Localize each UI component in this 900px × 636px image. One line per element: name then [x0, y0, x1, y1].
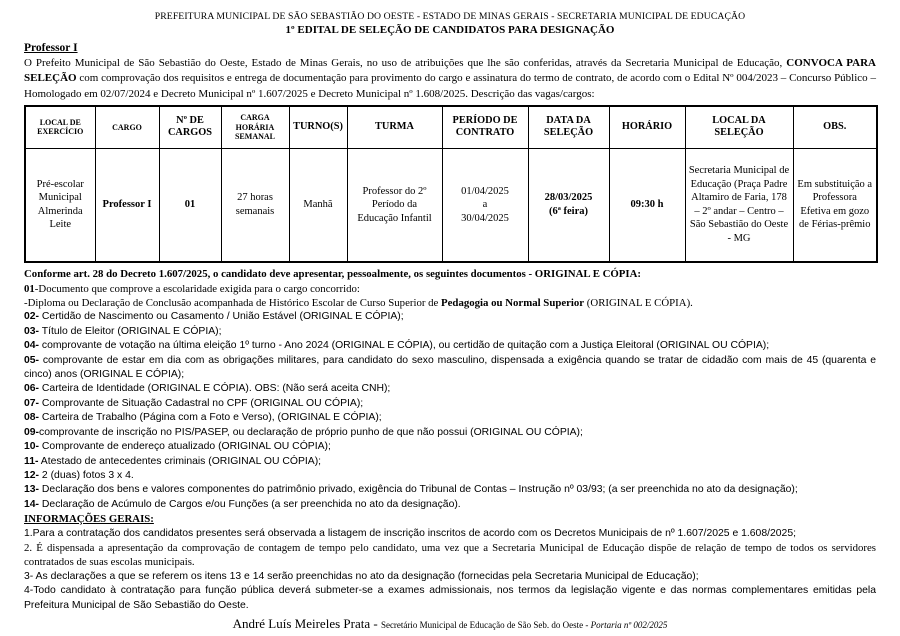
table-header-row: [25, 106, 877, 148]
col-header-periodo-contrato: PERÍODO DE CONTRATO: [442, 106, 528, 148]
general-info-section: [24, 512, 876, 613]
doc-item: [24, 440, 876, 454]
doc-item-text: Título de Eleitor (ORIGINAL E CÓPIA);: [39, 325, 222, 337]
col-header-cargo: CARGO: [95, 106, 159, 148]
doc-item-text: -Diploma ou Declaração de Conclusão acompanhada de Histórico Escolar de Curso Superior de: [24, 297, 442, 310]
doc-item-number: 12-: [24, 469, 40, 481]
cell-carga-horaria: 27 horas semanais: [221, 148, 289, 262]
doc-item-text: Carteira de Identidade (ORIGINAL E CÓPIA). OBS: (Não será aceita CNH);: [39, 383, 391, 395]
section-heading-professor: Professor I: [24, 42, 78, 54]
doc-item-text: comprovante de votação na última eleição 1º turno - Ano 2024 (ORIGINAL E CÓPIA), ou certidão de quitação com a Justiça Eleitoral (ORIGINAL OU CÓPIA);: [39, 340, 770, 352]
documents-section: [24, 267, 876, 512]
documents-intro: Conforme art. 28 do Decreto 1.607/2025, o candidato deve apresentar, pessoalmente, os seguintes documentos - ORIGINAL E CÓPIA:: [24, 268, 641, 281]
cell-turnos: Manhã: [289, 148, 347, 262]
cell-data-selecao: [528, 148, 609, 262]
doc-item-bold-text: Pedagogia ou Normal Superior: [441, 297, 585, 310]
documents-list: [24, 310, 876, 512]
intro-text-convoca: CONVOCA PARA SELEÇÃO: [24, 57, 876, 85]
cell-cargo: Professor I: [95, 148, 159, 262]
doc-item-number: 04-: [24, 340, 40, 352]
doc-item-number: 11-: [24, 455, 39, 467]
intro-paragraph: [24, 56, 876, 102]
cell-periodo-contrato: [442, 148, 528, 262]
doc-item: [24, 310, 876, 324]
intro-text-post: com comprovação dos requisitos e entrega de documentação para provimento do cargo e assinatura do termo de contrato, de acordo com o Edital Nº 004/2023 – Concurso Público – Homologado em 02/07/2024 e Decreto Municipal nº 1.607/2025 e Decreto Municipal nº 1.608/2025. Descrição das vagas/cargos:: [24, 72, 876, 100]
doc-item-number: 02-: [24, 311, 40, 323]
periodo-line: 30/04/2025: [461, 212, 509, 224]
doc-item: [24, 426, 876, 440]
doc-item-number: 10-: [24, 441, 40, 453]
col-header-obs: OBS.: [793, 106, 877, 148]
signature-footer: [24, 615, 876, 633]
doc-item-number: 05-: [24, 354, 40, 366]
general-info-heading: INFORMAÇÕES GERAIS:: [24, 513, 154, 526]
doc-item-text: (ORIGINAL E CÓPIA).: [584, 297, 693, 310]
col-header-carga-horaria: CARGA HORÁRIA SEMANAL: [221, 106, 289, 148]
col-header-local-selecao: LOCAL DA SELEÇÃO: [685, 106, 793, 148]
doc-item: [24, 339, 876, 353]
doc-item: [24, 498, 876, 512]
intro-text-pre: O Prefeito Municipal de São Sebastião do Oeste, Estado de Minas Gerais, no uso de atribuições que lhe são conferidas, através da Secretaria Municipal de Educação,: [24, 57, 787, 69]
doc-item-number: 06-: [24, 383, 40, 395]
doc-item-text: 2 (duas) fotos 3 x 4.: [39, 469, 134, 481]
table-row: [25, 148, 877, 262]
info-item-3: 3- As declarações a que se referem os itens 13 e 14 serão preenchidas no ato da designação (fornecidas pela Secretaria Municipal de Educação);: [24, 570, 699, 582]
col-header-horario: HORÁRIO: [609, 106, 685, 148]
col-header-num-cargos: Nº DE CARGOS: [159, 106, 221, 148]
doc-item: [24, 354, 876, 383]
doc-item-diploma: [24, 296, 876, 310]
doc-item-number: 14-: [24, 498, 40, 510]
info-item-4: 4-Todo candidato à contratação para função pública deverá submeter-se a exames admissionais, nos termos da legislação vigente e das normas complementares emitidas pela Prefeitura Municipal de São Sebastião do Oeste.: [24, 585, 876, 611]
doc-item: [24, 469, 876, 483]
doc-item-number: 13-: [24, 484, 40, 496]
doc-item-text: Comprovante de endereço atualizado (ORIGINAL OU CÓPIA);: [39, 441, 331, 453]
doc-item-number: 09-: [24, 426, 40, 438]
document-header-line: PREFEITURA MUNICIPAL DE SÃO SEBASTIÃO DO OESTE - ESTADO DE MINAS GERAIS - SECRETARIA MUNICIPAL DE EDUCAÇÃO: [154, 11, 746, 22]
info-item-1: 1.Para a contratação dos candidatos presentes será observada a listagem de inscrição inscritos de acordo com os Decretos Municipais de nº 1.607/2025 e 1.608/2025;: [24, 527, 797, 539]
periodo-line: a: [482, 199, 488, 211]
doc-item-01: [24, 282, 876, 296]
data-selecao-line: 28/03/2025: [544, 192, 593, 204]
doc-item-number: 03-: [24, 325, 40, 337]
doc-item-text: -Documento que comprove a escolaridade exigida para o cargo concorrido:: [34, 282, 360, 295]
signature-role: Secretário Municipal de Educação de São Seb. do Oeste -: [380, 619, 591, 630]
doc-item-text: Carteira de Trabalho (Página com a Foto e Verso), (ORIGINAL E CÓPIA);: [39, 412, 382, 424]
doc-item: [24, 483, 876, 497]
doc-item: [24, 325, 876, 339]
doc-item: [24, 411, 876, 425]
doc-item: [24, 397, 876, 411]
doc-item-number: 01: [24, 282, 35, 295]
doc-item-text: Certidão de Nascimento ou Casamento / União Estável (ORIGINAL E CÓPIA);: [39, 311, 404, 323]
document-title: 1º EDITAL DE SELEÇÃO DE CANDIDATOS PARA DESIGNAÇÃO: [285, 24, 615, 36]
cell-local-exercicio: Pré-escolar Municipal Almerinda Leite: [25, 148, 95, 262]
data-selecao-line: (6ª feira): [548, 205, 588, 217]
col-header-local-exercicio: LOCAL DE EXERCÍCIO: [25, 106, 95, 148]
col-header-turnos: TURNO(S): [289, 106, 347, 148]
cell-turma: Professor do 2º Período da Educação Infantil: [347, 148, 442, 262]
cell-horario: 09:30 h: [609, 148, 685, 262]
col-header-data-selecao: DATA DA SELEÇÃO: [528, 106, 609, 148]
doc-item-text: Declaração dos bens e valores componentes do patrimônio privado, exigência do Tribunal de Contas – Instrução nº 03/93; (a ser preenchida no ato da designação);: [39, 484, 798, 496]
col-header-turma: TURMA: [347, 106, 442, 148]
doc-item-text: Atestado de antecedentes criminais (ORIGINAL OU CÓPIA);: [38, 455, 322, 467]
vacancies-table: [24, 105, 878, 263]
signature-name: André Luís Meireles Prata -: [232, 615, 381, 631]
cell-obs: Em substituição a Professora Efetiva em gozo de Férias-prêmio: [793, 148, 877, 262]
doc-item-number: 07-: [24, 397, 40, 409]
doc-item-text: Comprovante de Situação Cadastral no CPF (ORIGINAL OU CÓPIA);: [39, 397, 364, 409]
doc-item: [24, 455, 876, 469]
info-item-2: 2. É dispensada a apresentação da comprovação de contagem de tempo pelo candidato, uma vez que a Secretaria Municipal de Educação dispõe de relação de tempo de todos os servidores contratados de suas escolas municipais.: [24, 541, 876, 569]
doc-item-text: comprovante de inscrição no PIS/PASEP, ou declaração de próprio punho de que não possui (ORIGINAL OU CÓPIA);: [39, 426, 583, 438]
doc-item-text: Declaração de Acúmulo de Cargos e/ou Funções (a ser preenchida no ato da designação).: [39, 498, 461, 510]
periodo-line: 01/04/2025: [461, 185, 509, 197]
doc-item: [24, 382, 876, 396]
doc-item-text: comprovante de estar em dia com as obrigações militares, para candidato do sexo masculino, dispensada a exigência quando se tratar de cidadão com mais de 45 (quarenta e cinco) anos (ORIGINAL E CÓPIA);: [24, 354, 876, 381]
doc-item-number: 08-: [24, 412, 40, 424]
cell-local-selecao: Secretaria Municipal de Educação (Praça Padre Altamiro de Faria, 178 – 2º andar – Centro – São Sebastião do Oeste - MG: [685, 148, 793, 262]
signature-portaria: Portaria nº 002/2025: [590, 619, 668, 630]
cell-num-cargos: 01: [159, 148, 221, 262]
